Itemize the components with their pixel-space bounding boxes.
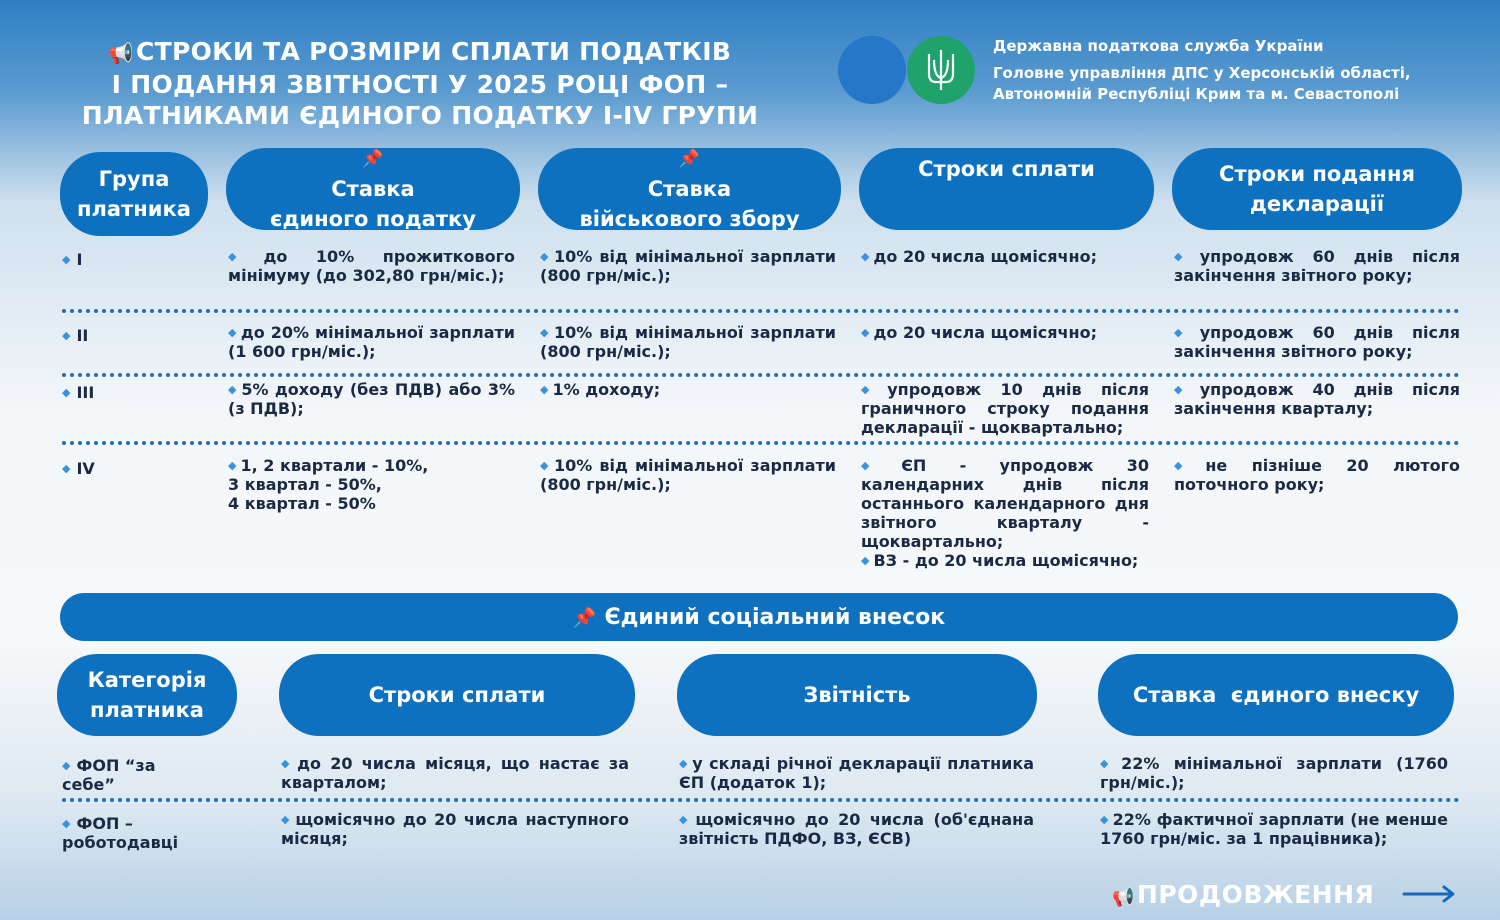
esv-banner: 📌 Єдиний соціальний внесок bbox=[60, 593, 1458, 641]
declaration-cell: ◆ упродовж 60 днів після закінчення звітного року; bbox=[1174, 323, 1460, 361]
agency-block bbox=[993, 36, 1411, 105]
row-divider bbox=[62, 441, 1460, 445]
header-declaration-terms: Строки подання декларації bbox=[1172, 148, 1462, 230]
military-levy-cell: ◆ 10% від мінімальної зарплати (800 грн/міс.); bbox=[540, 323, 837, 361]
agency-department-line2: Автономній Республіці Крим та м. Севастополі bbox=[993, 85, 1400, 103]
single-tax-cell: ◆ 5% доходу (без ПДВ) або 3% (з ПДВ); bbox=[228, 380, 516, 418]
header-payment-terms: Строки сплати bbox=[859, 148, 1154, 230]
esv-payment-cell: ◆ до 20 числа місяця, що настає за кварталом; bbox=[281, 754, 629, 792]
reporting-cell: ◆ у складі річної декларації платника ЄП (додаток 1); bbox=[679, 754, 1035, 792]
megaphone-icon: 📢 bbox=[108, 41, 134, 65]
payment-cell: ◆ до 20 числа щомісячно; bbox=[861, 247, 1097, 266]
row-divider bbox=[62, 373, 1460, 377]
group-cell: ◆ ІІІ bbox=[62, 383, 95, 402]
single-tax-cell: ◆ до 10% прожиткового мінімуму (до 302,80 грн/міс.); bbox=[228, 247, 515, 285]
payment-cell: ◆ упродовж 10 днів після граничного строку подання декларації - щоквартально; bbox=[861, 380, 1149, 437]
declaration-cell: ◆ не пізніше 20 лютого поточного року; bbox=[1174, 456, 1460, 494]
header-group: Група платника bbox=[60, 152, 208, 236]
arrow-right-icon bbox=[1402, 884, 1456, 904]
header-esv-payment-terms: Строки сплати bbox=[279, 654, 635, 736]
trident-logo bbox=[907, 36, 975, 104]
header-esv-rate: Ставка єдиного внеску bbox=[1098, 654, 1454, 736]
header-single-tax-rate: 📌 Ставка єдиного податку bbox=[226, 148, 520, 230]
single-tax-cell: ◆ до 20% мінімальної зарплати (1 600 грн/міс.); bbox=[228, 323, 515, 361]
row-divider bbox=[62, 309, 1460, 313]
category-cell: ◆ ФОП – роботодавці bbox=[62, 814, 179, 852]
reporting-cell: ◆ щомісячно до 20 числа (об'єднана звітність ПДФО, ВЗ, ЄСВ) bbox=[679, 810, 1035, 848]
esv-rate-cell: ◆ 22% фактичної зарплати (не менше 1760 грн/міс. за 1 працівника); bbox=[1100, 810, 1448, 848]
category-cell: ◆ ФОП “за себе” bbox=[62, 756, 156, 794]
declaration-cell: ◆ упродовж 60 днів після закінчення звітного року; bbox=[1174, 247, 1460, 285]
pin-icon: 📌 bbox=[678, 149, 701, 169]
military-levy-cell: ◆ 10% від мінімальної зарплати (800 грн/міс.); bbox=[540, 456, 837, 494]
header-reporting: Звітність bbox=[677, 654, 1037, 736]
agency-name: Державна податкова служба України bbox=[993, 37, 1324, 55]
header-military-levy-rate: 📌 Ставка військового збору bbox=[538, 148, 841, 230]
row-divider bbox=[62, 798, 1460, 802]
military-levy-cell: ◆ 10% від мінімальної зарплати (800 грн/міс.); bbox=[540, 247, 837, 285]
agency-department-line1: Головне управління ДПС у Херсонській області, bbox=[993, 64, 1411, 82]
dps-logo-circle bbox=[838, 36, 906, 104]
payment-cell: ◆ ЄП - упродовж 30 календарних днів після останнього календарного дня звітного кварталу - щоквартально; ◆ ВЗ - до 20 числа щомісячно; bbox=[861, 456, 1149, 570]
group-cell: ◆ І bbox=[62, 250, 83, 269]
pin-icon: 📌 bbox=[362, 149, 384, 169]
esv-payment-cell: ◆ щомісячно до 20 числа наступного місяця; bbox=[281, 810, 629, 848]
continue-label: 📢ПРОДОВЖЕННЯ bbox=[1112, 880, 1375, 909]
military-levy-cell: ◆ 1% доходу; bbox=[540, 380, 661, 399]
payment-cell: ◆ до 20 числа щомісячно; bbox=[861, 323, 1097, 342]
pin-icon: 📌 bbox=[572, 606, 597, 629]
group-cell: ◆ ІV bbox=[62, 459, 95, 478]
header-payer-category: Категорія платника bbox=[57, 654, 237, 736]
declaration-cell: ◆ упродовж 40 днів після закінчення кварталу; bbox=[1174, 380, 1460, 418]
single-tax-cell: ◆ 1, 2 квартали - 10%, 3 квартал - 50%, 4 квартал - 50% bbox=[228, 456, 429, 513]
esv-rate-cell: ◆ 22% мінімальної зарплати (1760 грн/міс.); bbox=[1100, 754, 1449, 792]
group-cell: ◆ ІІ bbox=[62, 326, 89, 345]
megaphone-icon: 📢 bbox=[1112, 887, 1135, 908]
trident-icon bbox=[926, 48, 956, 92]
page-title: 📢СТРОКИ ТА РОЗМІРИ СПЛАТИ ПОДАТКІВ І ПОДАННЯ ЗВІТНОСТІ У 2025 РОЦІ ФОП – ПЛАТНИКАМИ ЄДИНОГО ПОДАТКУ І-ІV ГРУПИ bbox=[81, 37, 759, 130]
